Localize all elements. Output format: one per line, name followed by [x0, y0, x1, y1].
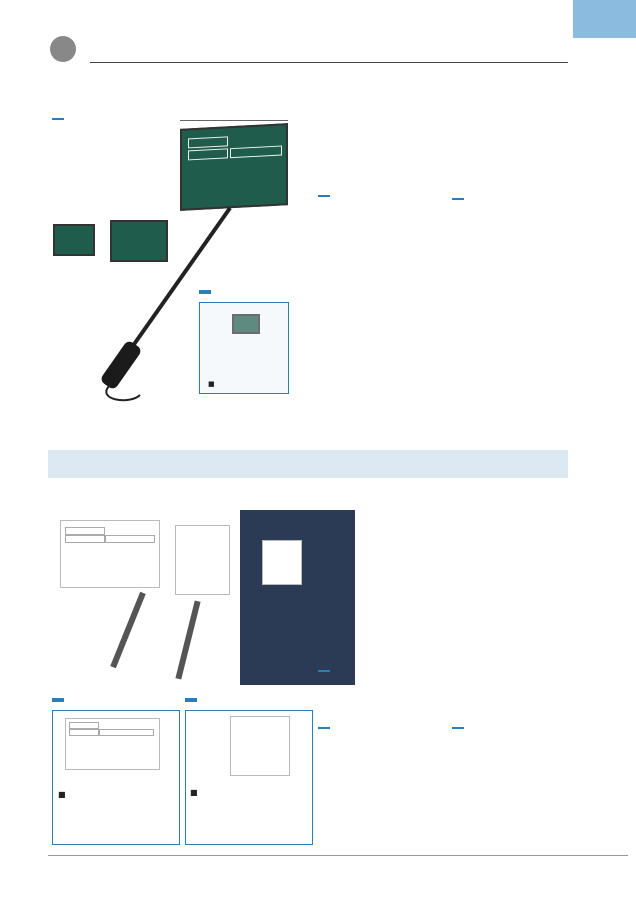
spec-tag [318, 727, 330, 729]
chapter-number [573, 0, 636, 38]
pocket-board [262, 540, 302, 585]
footer-rule [48, 855, 628, 856]
pole-image [110, 592, 146, 668]
chapter-sidebar [573, 0, 636, 900]
title-rule [90, 62, 568, 63]
section2-band [48, 450, 568, 478]
feature-tag [318, 670, 330, 672]
check-1-label [199, 290, 211, 294]
accessory-tag [452, 727, 464, 729]
pole-image [175, 600, 200, 679]
board-cell [230, 145, 282, 158]
feature-tag [52, 118, 64, 120]
back-board [230, 716, 290, 776]
whiteboard-photo-open [60, 520, 160, 588]
dim-line-w [180, 120, 288, 121]
small-board-image [53, 224, 95, 256]
board-fold-image [232, 314, 260, 334]
section-badge [50, 36, 76, 62]
whiteboard-photo-folded [175, 525, 230, 595]
board-cell [188, 148, 228, 160]
check-1-label [52, 698, 64, 702]
set-tag [452, 198, 464, 200]
main-board-image [180, 123, 288, 211]
check-2-label [185, 698, 197, 702]
front-title: ■ [58, 790, 66, 799]
shaft-label: ■ [208, 380, 215, 388]
pocket-photo [240, 510, 355, 685]
spec-tag [318, 195, 330, 197]
board-cell [188, 136, 228, 148]
back-title: ■ [190, 788, 198, 797]
chapter-heading [573, 38, 636, 226]
front-board [65, 718, 160, 770]
